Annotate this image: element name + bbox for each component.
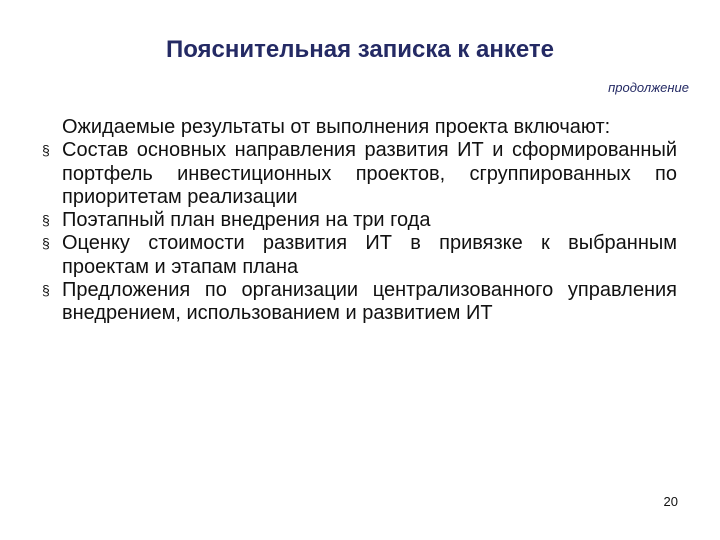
list-item — [42, 209, 677, 232]
list-item — [42, 232, 677, 279]
list-item-text: Оценку стоимости развития ИТ в привязке к выбранным проектам и этапам плана — [62, 232, 677, 278]
bullet-icon: § — [42, 282, 50, 299]
list-item — [42, 279, 677, 326]
page-number: 20 — [663, 494, 678, 509]
intro-text: Ожидаемые результаты от выполнения проекта включают: — [62, 116, 611, 138]
list-item-text: Поэтапный план внедрения на три года — [62, 209, 431, 232]
slide-content — [42, 116, 677, 326]
list-item-text: Предложения по организации централизованного управления внедрением, использованием и развитием ИТ — [62, 279, 677, 325]
slide-subtitle: продолжение — [608, 80, 689, 95]
list-item — [42, 139, 677, 209]
bullet-list — [42, 139, 677, 325]
bullet-icon: § — [42, 142, 50, 159]
slide-title: Пояснительная записка к анкете — [165, 36, 555, 63]
list-item-text: Состав основных направления развития ИТ и сформированный портфель инвестиционных проектов, сгруппированных по приоритетам реализации — [62, 139, 677, 208]
bullet-icon: § — [42, 212, 50, 229]
bullet-icon: § — [42, 235, 50, 252]
